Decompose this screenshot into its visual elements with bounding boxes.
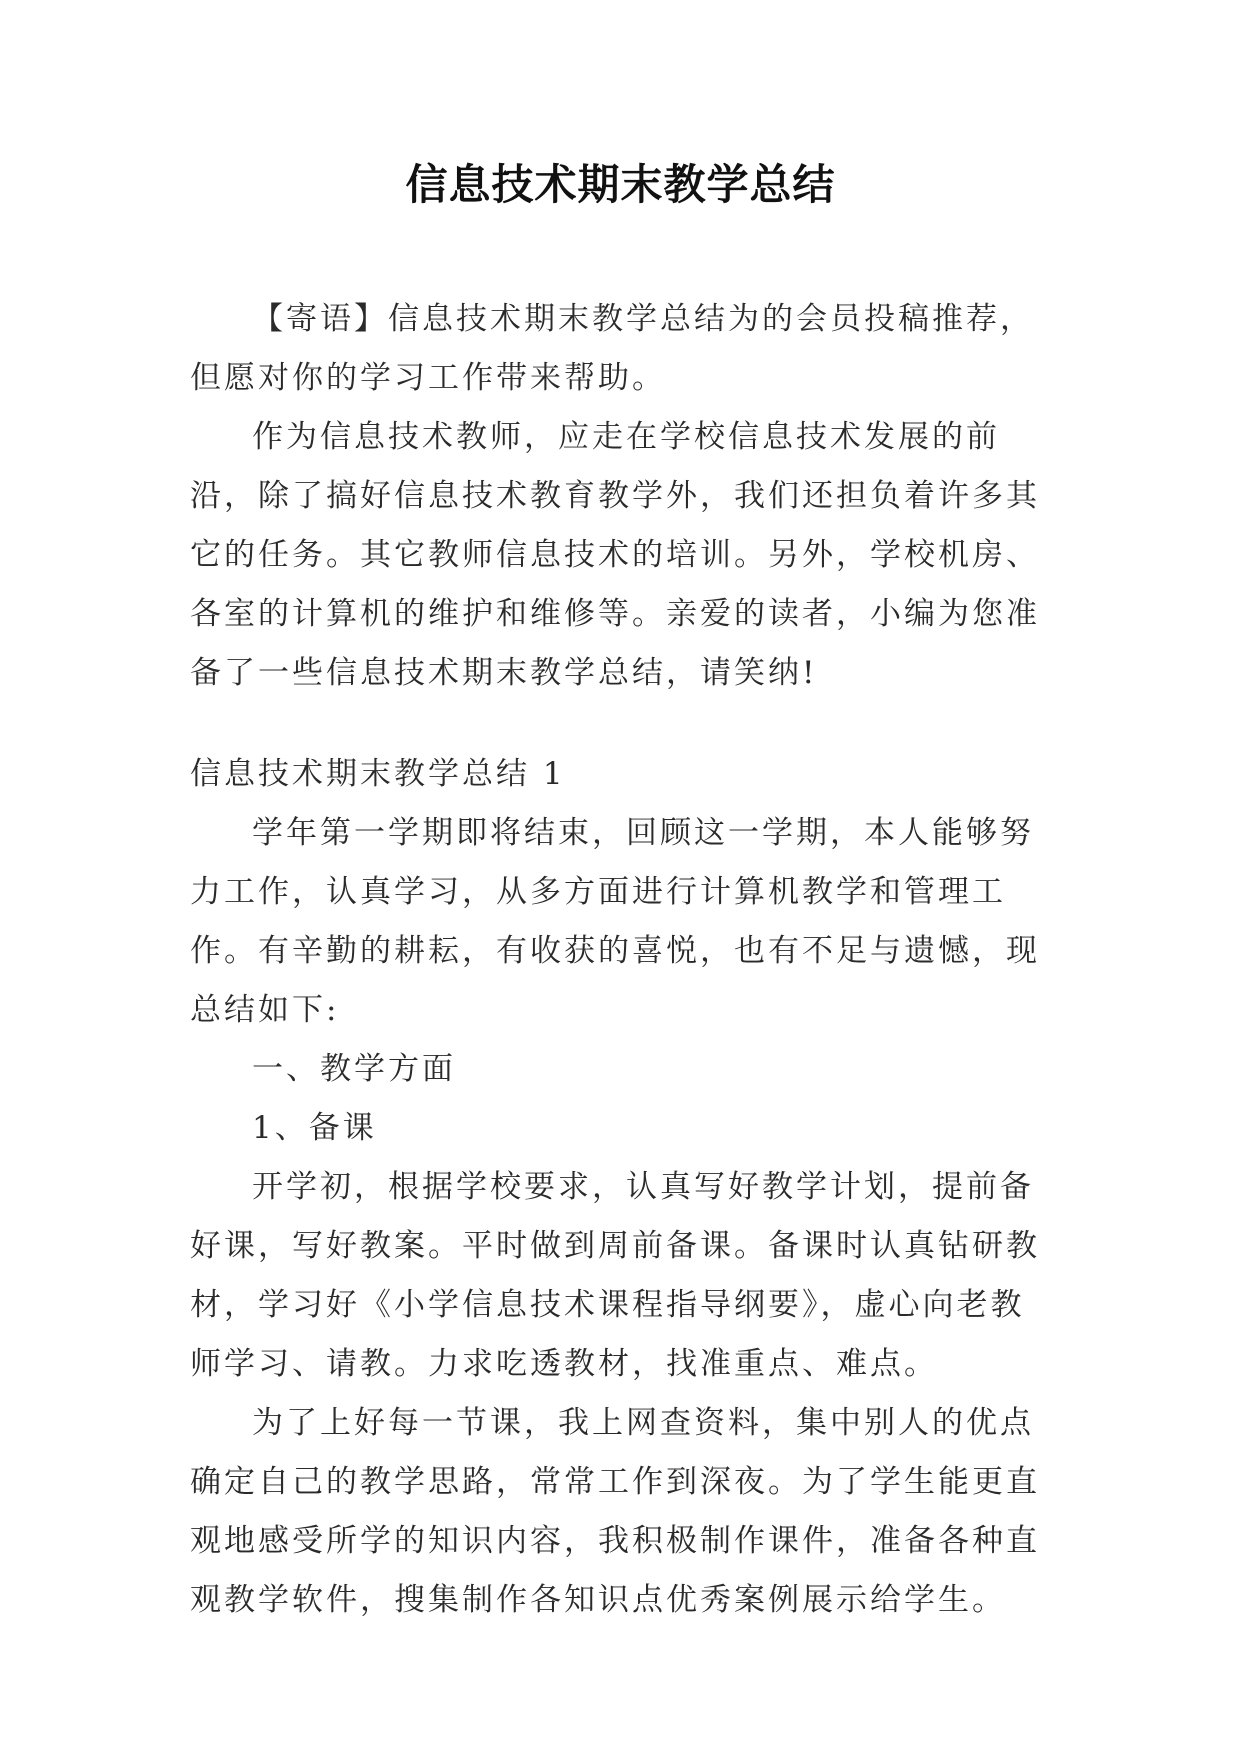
section-paragraph: 为了上好每一节课，我上网查资料，集中别人的优点确定自己的教学思路，常常工作到深夜。为了学生能更直观地感受所学的知识内容，我积极制作课件，准备各种直观教学软件，搜集制作各知识点优秀案例展示给学生。 <box>190 1405 1040 1618</box>
subheading: 一、教学方面 <box>252 1051 456 1087</box>
document-title: 信息技术期末教学总结 <box>405 160 836 209</box>
intro-paragraph: 作为信息技术教师，应走在学校信息技术发展的前沿，除了搞好信息技术教育教学外，我们还担负着许多其它的任务。其它教师信息技术的培训。另外，学校机房、各室的计算机的维护和维修等。亲爱的读者，小编为您准备了一些信息技术期末教学总结，请笑纳! <box>190 419 1040 691</box>
intro-paragraph: 【寄语】信息技术期末教学总结为的会员投稿推荐，但愿对你的学习工作带来帮助。 <box>190 301 1034 396</box>
subheading: 1、备课 <box>252 1110 377 1146</box>
section-paragraph: 开学初，根据学校要求，认真写好教学计划，提前备好课，写好教案。平时做到周前备课。备课时认真钻研教材，学习好《小学信息技术课程指导纲要》，虚心向老教师学习、请教。力求吃透教材，找准重点、难点。 <box>190 1169 1040 1382</box>
section-paragraph: 学年第一学期即将结束，回顾这一学期，本人能够努力工作，认真学习，从多方面进行计算机教学和管理工作。有辛勤的耕耘，有收获的喜悦，也有不足与遗憾，现总结如下: <box>190 815 1040 1028</box>
document-body <box>190 290 1050 1630</box>
section-heading: 信息技术期末教学总结 1 <box>190 756 566 792</box>
section-gap <box>190 703 1050 745</box>
